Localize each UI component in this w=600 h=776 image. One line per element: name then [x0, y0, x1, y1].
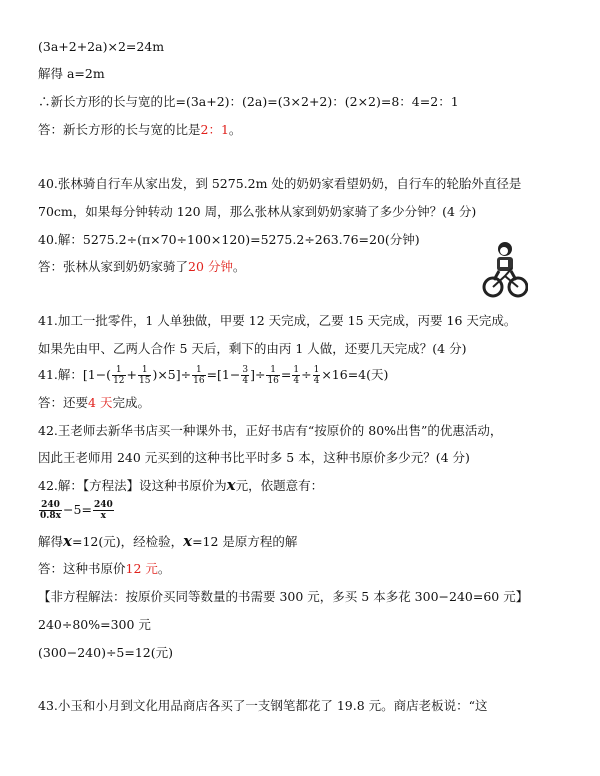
answer-value: 20 分钟 — [188, 259, 233, 274]
answer-40: 答：张林从家到奶奶家骑了20 分钟。 — [38, 259, 246, 274]
boy-on-bicycle-icon — [482, 240, 528, 298]
alt-step-1: 240÷80%=300 元 — [38, 617, 151, 632]
answer-value: 4 天 — [88, 395, 113, 410]
solution-41: 41.解：[1−( $\frac{1}{12}$ + $\frac{1}{15}$ )×5]÷ $\frac{1}{16}$ =[1− $\frac{3}{4}$ ]÷ $\frac{1}{16}$ = $\frac{1}{4}$ ÷ $\frac{1}{4}$ ×16=4(天) — [38, 365, 389, 386]
answer-41: 答：还要4 天完成。 — [38, 395, 150, 410]
equation-42: $\frac{240}{0.8x}$ −5= $\frac{240}{x}$ — [40, 500, 113, 521]
ratio-line: ∴新长方形的长与宽的比=(3a+2)：(2a)=(3×2+2)：(2×2)=8：4=2：1 — [38, 94, 459, 109]
question-40-line-1: 40.张林骑自行车从家出发，到 5275.2m 处的奶奶家看望奶奶，自行车的轮胎外直径是 — [38, 176, 522, 191]
solution-40: 40.解：5275.2÷(π×70÷100×120)=5275.2÷263.76=20(分钟) — [38, 232, 420, 247]
alt-step-2: (300−240)÷5=12(元) — [38, 645, 174, 660]
answer-value: 12 元 — [125, 561, 158, 576]
fraction: $\frac{1}{12}$ — [113, 365, 125, 386]
fraction: $\frac{1}{16}$ — [267, 365, 279, 386]
fraction: $\frac{1}{15}$ — [139, 365, 151, 386]
question-40-line-2: 70cm，如果每分钟转动 120 周，那么张林从家到奶奶家骑了多少分钟？(4 分) — [38, 204, 477, 219]
question-42-line-2: 因此王老师用 240 元买到的这种书比平时多 5 本，这种书原价多少元？(4 分) — [38, 450, 470, 465]
fraction: $\frac{3}{4}$ — [242, 365, 249, 386]
fraction: $\frac{240}{0.8x}$ — [40, 500, 62, 521]
fraction: $\frac{1}{4}$ — [293, 365, 300, 386]
answer-value: 2：1 — [200, 122, 229, 137]
solution-42: 42.解：【方程法】设这种书原价为x元，依题意有： — [38, 476, 324, 494]
variable-x: x — [226, 476, 236, 494]
solve-line: 解得 a=2m — [38, 66, 105, 81]
question-41-line-2: 如果先由甲、乙两人合作 5 天后，剩下的由丙 1 人做，还要几天完成？(4 分) — [38, 341, 467, 356]
question-43-line-1: 43.小玉和小月到文化用品商店各买了一支钢笔都花了 19.8 元。商店老板说：“这 — [38, 698, 488, 713]
answer-39: 答：新长方形的长与宽的比是2：1。 — [38, 122, 242, 137]
fraction: $\frac{1}{4}$ — [313, 365, 320, 386]
fraction: $\frac{1}{16}$ — [193, 365, 205, 386]
result-42: 解得x=12(元)，经检验，x=12 是原方程的解 — [38, 532, 298, 550]
alt-solution-42: 【非方程解法：按原价买同等数量的书需要 300 元，多买 5 本多花 300−240=60 元】 — [38, 589, 529, 604]
fraction: $\frac{240}{x}$ — [93, 500, 113, 521]
answer-42: 答：这种书原价12 元。 — [38, 561, 171, 576]
question-41-line-1: 41.加工一批零件，1 人单独做，甲要 12 天完成，乙要 15 天完成，丙要 16 天完成。 — [38, 313, 517, 328]
question-42-line-1: 42.王老师去新华书店买一种课外书，正好书店有“按原价的 80%出售”的优惠活动， — [38, 423, 503, 438]
equation-line: (3a+2+2a)×2=24m — [38, 39, 165, 54]
